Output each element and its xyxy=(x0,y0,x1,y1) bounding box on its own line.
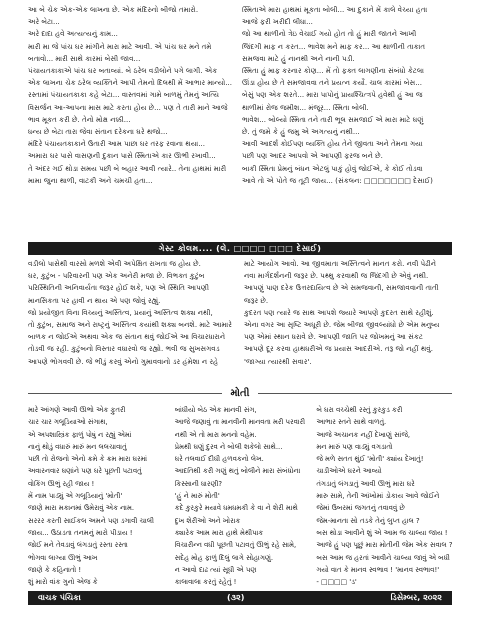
poem-line: પછી તો રોજનો એનો ક્રમે કે ક્રમ મારા ઘરમાં xyxy=(28,455,148,464)
article-line: બાળક ન જોઈએ અથવા એક જ સંતાન થવું જોઈએ આ વિચારધારાને xyxy=(28,332,226,342)
poem-line: આજે અચાનક નહીં દેખાણું સાંજે, xyxy=(316,430,411,439)
article-line: 'જાગ્યા ત્યારથી સવાર'. xyxy=(244,356,312,366)
story-line: આજે ફરી ખરીદી લીધા... xyxy=(242,17,313,27)
poem-line: તંગડાતું લંગડાતું આવી ઊભું મારા ઘરે xyxy=(316,479,415,488)
article-line: પરિસ્થિતિની અનિવાર્યતા જરૂર હોઈ શકે, પણ એ સ્થિતિ આપણી xyxy=(28,283,210,293)
story-column-left xyxy=(28,4,238,187)
poem-line: ચાર ચાર ગલૂડિયાઓ સંગાથ, xyxy=(28,418,108,427)
story-line: મારી મા જે પાંચ ઘર માંગીને મારા માટે આવી. એ પાંચ ઘર મને તમે xyxy=(28,41,212,51)
poem-line: કાલાવાલા કરતું રહેતું ! xyxy=(174,578,237,587)
article-line: આપણે દૂર કરવા હાથધરીએ જ પ્રયાસ આદરીએ. તરૂ જો નહીં થવું. xyxy=(244,344,433,354)
story-line: થાળીમાં રોજ જમીશ... મંજૂર... સ્મિતા બોલી. xyxy=(242,102,369,112)
story-line: બેસું પણ એક શરતે... મારા પાપોનું પ્રાયશ્ચિત્ત્રપે હવેથી હું આ જ xyxy=(242,90,423,100)
poem-line: પ્રેમથી ઘણું દુરવ ને બોલી શકેલો સાથે... xyxy=(174,442,283,451)
story-line: મામા જુના થાળી, વાટકી અને ચમચી હતા... xyxy=(28,175,153,185)
guest-column-banner xyxy=(28,242,452,255)
poem-line: અવારનવાર ઘણાંને પણ ઘરે પૂછતી પટાવતું xyxy=(28,467,142,476)
article-column-left xyxy=(28,258,236,368)
story-line: અમારા ઘર પાસે વાસણની દુકાન પાસે સ્મિતાએ કાર ઊભી રખાવી... xyxy=(28,151,216,161)
story-continuation xyxy=(28,4,452,187)
poem-line: બે ઘરા વચ્ચેથી રસ્તું કુરકુડ કરી xyxy=(316,406,403,414)
story-line: બતાવો... મારી સાથે કારમાં બેસી જાવ... xyxy=(28,53,141,63)
story-line: સ્મિતાએ મારા હાથમાં મૂકતા બોલી... આ દુકાને મેં કાલે વેચ્યા હતા xyxy=(242,5,428,14)
poem-line: ભોગવા લાગ્યા ઊભું આખ xyxy=(28,553,98,562)
story-line: બાકી સ્મિતા પ્રેમનું બંધન એટલું પાકું હોવું જોઈએ, કે કોઈ તોડવા xyxy=(242,163,423,173)
poem-line: મારુ સામે, તેની આંખોમાં ડોકાય આવે જોઈને xyxy=(316,492,440,501)
poem-line: ગયો વાત કે માનવ સ્વભાવ ! 'માનવ સ્વભાવ!' xyxy=(316,565,440,574)
article-line: કુદરત પણ ત્યારે જ સાથ આપશે જ્યારે આપણે કુદરત સાથે રહીશું. xyxy=(244,307,434,317)
poem-line: બસ થોડા આવીને શું એ આમ જ ચાલ્યા જાય ! xyxy=(316,528,448,537)
poem-column-1 xyxy=(28,404,169,588)
poem-line: નાનું થોડું વધારું મારું મન લલચાવાતું xyxy=(28,442,127,451)
poem-line: આદતિથી કરી ગણું થતું બોલીને મારા સંબંધોના xyxy=(174,467,301,476)
poem-line: જે મળે સતત થુંઈ 'મોતી' ક્યાંય દેખાતું! xyxy=(316,455,424,464)
poem-line: વોકિંગ ઊભું રહી જાય ! xyxy=(28,479,95,488)
poem-line: - □□□□ 'ડ' xyxy=(316,578,357,587)
story-line: પંચાયતકાકાએ પાંચ ઘર બતાવ્યાં. બે ઠરેલ વડીલોને પગે લાગી. એક xyxy=(28,66,218,76)
article-line: તો કુટુંબ, સમાજ અને રાષ્ટ્રનું અસ્તિત્વ કયાંથી શક્ય બનશે. માટે આમારે xyxy=(28,320,232,330)
page-number: (૩૨) xyxy=(227,593,245,602)
page-footer xyxy=(28,591,452,605)
story-line: જો આ થાળીનો ત્રેઇ વેચાઈ ગયો હોત તો હું મારી જાતને આખી xyxy=(242,29,417,39)
article-line: નવા માર્ગદર્શનની જરૂર છે. પથ્થુ કરવાથી જ જિંદગી છે એવું નથી. xyxy=(244,271,429,281)
poem-column-2 xyxy=(169,404,311,588)
story-line: જિંદગી માફ ન કરત... ભાવેશ મને માફ કર... આ થાળીની તાકાત xyxy=(242,41,426,51)
story-line: અરે બેટા... xyxy=(28,17,60,27)
article-line: પણ એમાં સ્થાન ધરાવે છે. આપણી જાતિ પર જોખમનું આ સંકટ xyxy=(244,332,424,342)
poem-line: એ અપશાસ્ત્રિંક ફાળું પોષું ન રહ્યું એમાં xyxy=(28,430,132,439)
poem-line: જેમાં ઉબરમાં જગતનું તવાવવું છે xyxy=(316,504,405,513)
poem-line: દુખ શેરીઓ અને ખોરાક xyxy=(174,516,241,525)
poem-line: વિચારીન્ન વધી પૂછતી પટાવતું ઊભું રહે સામે, xyxy=(174,541,297,550)
magazine-name: વાચક પંચિકા xyxy=(38,593,81,602)
story-line: અરે દાદા હવે અત્યત્યનું કામ... xyxy=(28,29,118,39)
poem-line: આજે જણાવું તા માનવીની માનવતા મરી પરવારી xyxy=(174,418,306,427)
story-line: એક લાખના ચેક ઠરેલ વ્યક્તિને આપી તેમનો દિલથી મેં આભાર માન્યો... xyxy=(28,78,233,88)
story-line: આવે તો એ પોતે જ તૂટી જાય... (સંકલન: □□□□□□□ દેસાઈ) xyxy=(242,175,433,185)
poem-line: મારે આંગણે આવી ઊભો એક ફુતરી xyxy=(28,406,126,414)
poem-line: 'હું ને મારું મોતી' xyxy=(174,492,220,501)
poem-line: ઘરે તલવાઈ દીધી હળવકનો લેખ. xyxy=(174,455,264,464)
poem-line: શું મારો વાંક ગુનો એજ કે xyxy=(28,578,98,587)
poem-line: જાણે મારા મકાનમાં ઉમેરાવું એક નામ. xyxy=(28,504,135,513)
story-line: મંદિરે પંચાયતકાકાને ઉતારી આમ પાછા ઘર તરફ રવાના થયા... xyxy=(28,139,206,149)
story-line: ઊંડા હોય છે તે સમજાવવા તને પ્રયત્ન કર્યો. ચાલ કારમાં બેસ... xyxy=(242,78,422,88)
story-column-right xyxy=(238,4,452,187)
story-line: ધન્ય છે બેટા તારા જેવા સંતાન દરેકના ઘરે થજો... xyxy=(28,127,168,137)
story-line: છે. તું જમે કે હું જમુ એ અગત્યનું નથી... xyxy=(242,127,360,137)
story-line: પછી પણ આદર આપવો એ આપણી ફરજ બને છે. xyxy=(242,151,383,161)
article-line: આપણે ભોગવવી છે. જે ભીડું કરવું એનો ગુમાવવાનો ડર હંમેશા ન રહે xyxy=(28,356,219,366)
story-line: આવી આદર્શ કોઈપણ વ્યક્તિ હોય તેને જીવતા અને તેમના ગયા xyxy=(242,139,423,149)
poem-line: જેમ-માનતા સો તડકે તેનું લુપ્ત હાલ ? xyxy=(316,516,420,525)
poem-heading xyxy=(28,384,452,402)
poem-line: કિસ્સાની ધારણી? xyxy=(174,479,223,488)
article-column-right xyxy=(236,258,452,368)
poem-line: ચાડીઓએ ઘરને આવ્યો xyxy=(316,467,382,476)
poem-line: સરરર કરતી સાઈકલ અમને પણ ડગાવી ચાલી xyxy=(28,516,154,525)
poem-line: આજે હું પણ પૂછું મારા મોતીની જેમ એક સવાલ ? xyxy=(316,541,452,550)
article-line: માનસિકતા પર હાવી ન થાય એ પણ જોવું રહ્યું. xyxy=(28,295,161,305)
poem-line: જાય... ઉઠાડતા તનમનું મારો પીડાય ! xyxy=(28,528,133,537)
poem-column-3 xyxy=(310,404,452,588)
poem-line: નથી એ તો મારા મનનો વહેમ. xyxy=(174,430,257,439)
story-line: સ્મિતા હું માફ કરનાર કોણ... મેં તો ફક્ત લાગણીના સંબંધો કેટલા xyxy=(242,66,425,76)
poem-line: કદે કુરકુરે મયાવે ધમધમકી કે વા ને શેરી માથે xyxy=(174,504,298,513)
article-line: ઘર, કુટુંબ - પરિવારની પણ એક અનેરી મજા છે. વિભક્ત કુટુંબ xyxy=(28,271,205,281)
story-line: સમજવા માટે હું નાનથી અને નાની પડી. xyxy=(242,53,355,63)
poem-line: મન મારું પણ વાડ્યું વગડાતો xyxy=(316,442,393,451)
poem-line: જોઈ મને તેવડાવું લંગડાતું રસ્તા રસ્તા xyxy=(28,541,128,550)
poem-body xyxy=(28,404,452,588)
poem-title: મોતી xyxy=(230,387,250,399)
story-line: તે અંદર ગઈ થોડા સમય પછી બે બહાર આવી ત્યારે.. તેના હાથમાં મારી xyxy=(28,163,227,173)
guest-column-title: ગેસ્ટ કોલમ.... (લે. □□□□ □□□ દેસાઈ) xyxy=(158,243,322,253)
story-line: ભાવેશ... બોલ્યો સ્મિતા તને તારી ભૂલ સમજાઈ એ મારા માટે ઘણું xyxy=(242,114,424,124)
poem-line: ન આવો દાઢ ત્યાં સૂધી એ પણ xyxy=(174,565,257,574)
article-line: જો પ્રયોજીત વિના વિચ્યનું અસ્તિત્વ, પ્રયાનું અસ્તિત્વ શક્ય નથી, xyxy=(28,307,213,317)
story-line: ભાવ મૂકત કરી છે. તેનો મોક્ષ નક્કી... xyxy=(28,114,131,124)
guest-column-article xyxy=(28,258,452,368)
article-line: તોડવી જ રહી. કુટુંબનો વિસ્તાર વધારવો જ રહ્યો. ભવી જ સુખસગવડ xyxy=(28,344,220,354)
poem-line: ક્યારેક આમ મારા હાથે મેથીપાક xyxy=(174,528,264,537)
article-line: વડીલો પાસેથી વારસો મળશે એવી અપેક્ષિત રાખતા જ હોય છે. xyxy=(28,259,201,268)
poem-line: બાંધીયો બેઠ એક માનવી સંગ, xyxy=(174,406,257,414)
story-line: રસ્તામાં પંચાયતકાકા કહે બેટા... વાસ્તવમાં ગામે બાળમું તેમનું અત્યિ xyxy=(28,90,220,100)
poem-line: સદેહ મોહ ફાળું દિલું લાગે સોહાગણું. xyxy=(174,553,274,562)
article-line: જરૂર છે. xyxy=(244,295,269,305)
story-line: વિસર્જન આ-આપના માસ માટે કરતા હોય છે... પણ તે તારી માને આજે xyxy=(28,102,228,112)
article-line: આપણું પાણ દરેક ઉત્તરદાયિત્વ છે એ સમજવાની, સમજાવવાની તાતી xyxy=(244,283,439,293)
article-line: એના વગર આ સૃષ્ટિ અધૂરી છે. જેમ બીજા જીવલ્યાંધો છે એમ મનુષ્ય xyxy=(244,320,440,330)
poem-line: આભાર સ્તને સાથે વાળતું. xyxy=(316,418,387,427)
poem-line: મેં નામ પાડ્યું એ ગલૂડિયાનું 'મોતી' xyxy=(28,492,123,501)
poem-line: બસ આમ જ હરતાં આવીને ચાલ્યા જાવું એ બધી xyxy=(316,553,450,562)
story-line: આ બે ચેક એક-એક લાખના છે. એક મંદિરનો બીજો તમારો. xyxy=(28,5,199,14)
poem-line: જાણે કે કહિનાતો ! xyxy=(28,565,82,574)
issue-date: ડિસેમ્બર, ૨૦૨૨ xyxy=(390,593,442,602)
article-line: માટે આયોગ આવો. આ જીવમાતા અસ્તિત્વને માનત કરો. નવી પેઢીને xyxy=(244,259,437,268)
